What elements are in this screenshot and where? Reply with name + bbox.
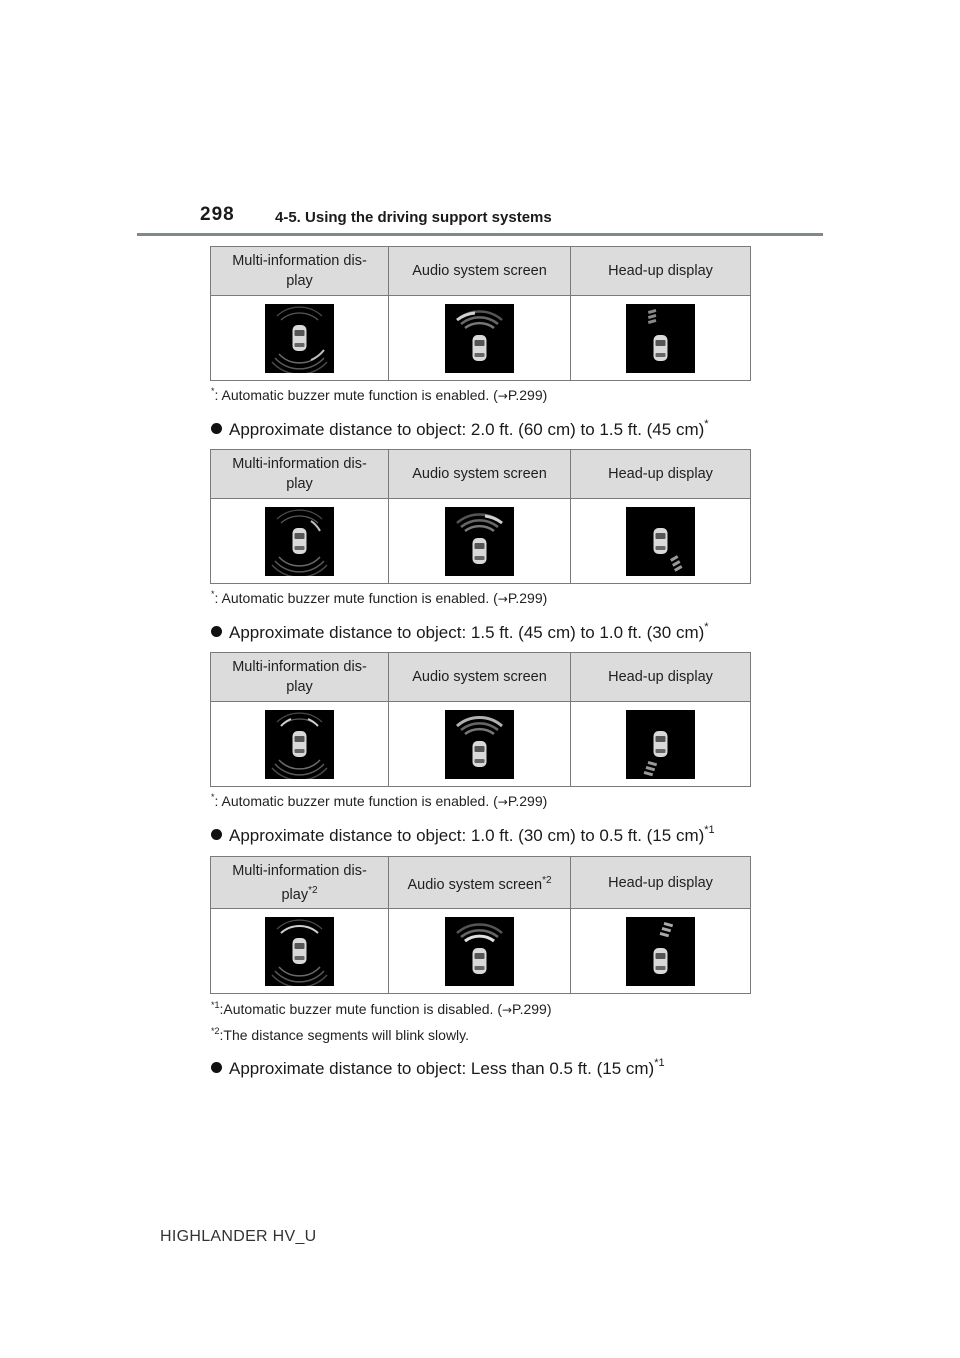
bullet-dot bbox=[211, 626, 222, 637]
header-multi-info: Multi-information dis- play bbox=[211, 247, 389, 296]
header-hud: Head-up display bbox=[571, 653, 751, 702]
head-up-display-parking-sensor-icon bbox=[626, 917, 695, 986]
table-header-row bbox=[211, 450, 751, 499]
header-multi-info: Multi-information dis- play$^{*2}$ bbox=[211, 857, 389, 909]
header-multi-info: Multi-information dis- play bbox=[211, 450, 389, 499]
audio-system-parking-sensor-icon bbox=[445, 710, 514, 779]
header-audio: Audio system screen bbox=[389, 450, 571, 499]
head-up-display-parking-sensor-icon bbox=[626, 710, 695, 779]
bullet-distance-2: Approximate distance to object: 1.5 ft. (45 cm) to 1.0 ft. (30 cm)* bbox=[211, 621, 709, 643]
bullet-distance-3: Approximate distance to object: 1.0 ft. (30 cm) to 0.5 ft. (15 cm)$^{*1}$ bbox=[211, 824, 715, 846]
bullet-dot bbox=[211, 423, 222, 434]
head-up-display-parking-sensor-icon bbox=[626, 507, 695, 576]
multi-information-display-parking-sensor-icon bbox=[265, 507, 334, 576]
header-divider bbox=[137, 233, 823, 236]
multi-information-display-parking-sensor-icon bbox=[265, 710, 334, 779]
table-image-row bbox=[211, 296, 751, 381]
footnote-4: $^{*1}$:Automatic buzzer mute function is disabled. (→P.299) bbox=[211, 1000, 552, 1017]
table-image-row bbox=[211, 909, 751, 994]
table-image-row bbox=[211, 499, 751, 584]
header-multi-info: Multi-information dis- play bbox=[211, 653, 389, 702]
bullet-dot bbox=[211, 829, 222, 840]
header-audio: Audio system screen bbox=[389, 653, 571, 702]
bullet-distance-4: Approximate distance to object: Less than 0.5 ft. (15 cm)$^{*1}$ bbox=[211, 1057, 665, 1079]
multi-information-display-parking-sensor-icon bbox=[265, 304, 334, 373]
audio-system-parking-sensor-icon bbox=[445, 917, 514, 986]
audio-system-parking-sensor-icon bbox=[445, 304, 514, 373]
bullet-distance-1: Approximate distance to object: 2.0 ft. (60 cm) to 1.5 ft. (45 cm)* bbox=[211, 418, 709, 440]
table-header-row bbox=[211, 247, 751, 296]
header-hud: Head-up display bbox=[571, 247, 751, 296]
footnote-2: *: Automatic buzzer mute function is enabled. (→P.299) bbox=[211, 589, 548, 606]
multi-information-display-parking-sensor-icon bbox=[265, 917, 334, 986]
footnote-1: *: Automatic buzzer mute function is enabled. (→P.299) bbox=[211, 386, 548, 403]
head-up-display-parking-sensor-icon bbox=[626, 304, 695, 373]
footer-model-name: HIGHLANDER HV_U bbox=[160, 1228, 317, 1245]
table-header-row bbox=[211, 857, 751, 909]
display-table-1 bbox=[210, 246, 751, 381]
display-table-3 bbox=[210, 652, 751, 787]
header-audio: Audio system screen$^{*2}$ bbox=[389, 857, 571, 909]
page-number: 298 bbox=[200, 204, 235, 225]
section-title: 4-5. Using the driving support systems bbox=[275, 209, 552, 226]
display-table-2 bbox=[210, 449, 751, 584]
header-hud: Head-up display bbox=[571, 857, 751, 909]
table-image-row bbox=[211, 702, 751, 787]
display-table-4 bbox=[210, 856, 751, 994]
page-header bbox=[0, 0, 960, 240]
header-hud: Head-up display bbox=[571, 450, 751, 499]
audio-system-parking-sensor-icon bbox=[445, 507, 514, 576]
footnote-5: $^{*2}$:The distance segments will blink slowly. bbox=[211, 1026, 470, 1043]
footnote-3: *: Automatic buzzer mute function is enabled. (→P.299) bbox=[211, 792, 548, 809]
bullet-dot bbox=[211, 1062, 222, 1073]
header-audio: Audio system screen bbox=[389, 247, 571, 296]
table-header-row bbox=[211, 653, 751, 702]
